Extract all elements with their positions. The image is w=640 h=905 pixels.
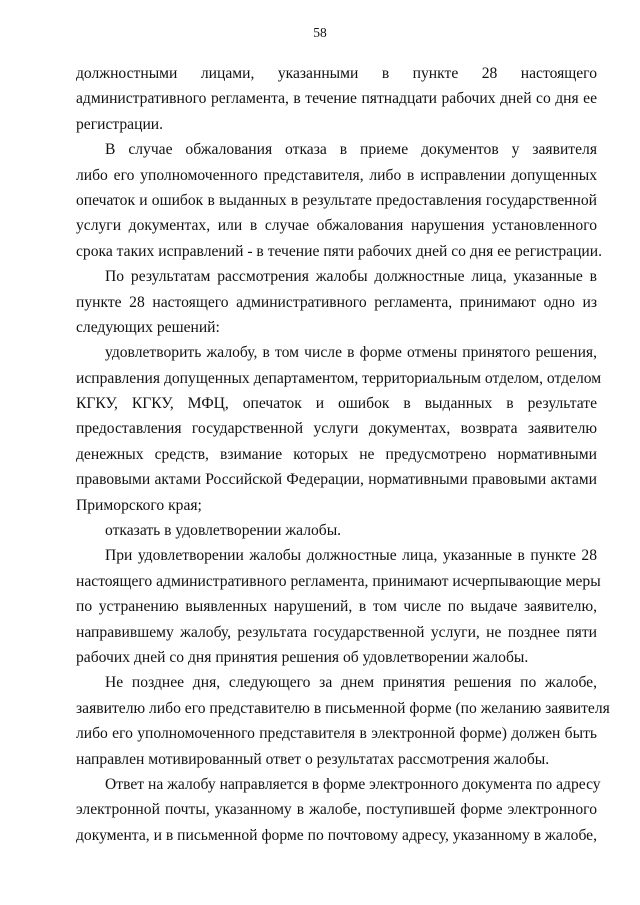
text-line: предоставления государственной услуги документах, возврата заявителю	[76, 420, 597, 438]
paragraph-p8	[76, 772, 601, 848]
text-line: либо его уполномоченного представителя в электронной форме) должен быть	[76, 725, 597, 743]
text-line: КГКУ, КГКУ, МФЦ, опечаток и ошибок в выданных в результате	[76, 395, 597, 413]
paragraph-p4	[76, 340, 602, 518]
text-line: услуги документах, или в случае обжалования нарушения установленного	[76, 217, 597, 235]
text-line: по устранению выявленных нарушений, в том числе по выдаче заявителю,	[76, 598, 597, 616]
paragraph-p7	[76, 670, 610, 772]
text-line: Ответ на жалобу направляется в форме электронного документа по адресу	[105, 775, 601, 793]
text-line: Не позднее дня, следующего за днем принятия решения по жалобе,	[105, 674, 597, 692]
text-line: направлен мотивированный ответ о результатах рассмотрения жалобы.	[76, 750, 550, 768]
paragraph-p5	[76, 518, 597, 543]
document-body	[76, 61, 610, 848]
text-line: отказать в удовлетворении жалобы.	[105, 522, 342, 540]
text-line: либо его уполномоченного представителя, либо в исправлении допущенных	[76, 166, 597, 184]
text-line: настоящего административного регламента, принимают исчерпывающие меры	[76, 572, 601, 590]
text-line: административного регламента, в течение пятнадцати рабочих дней со дня ее	[76, 90, 597, 108]
text-line: рабочих дней со дня принятия решения об удовлетворении жалобы.	[76, 648, 529, 666]
text-line: В случае обжалования отказа в приеме документов у заявителя	[105, 141, 597, 159]
text-line: пункте 28 настоящего административного регламента, принимают одно из	[76, 293, 597, 311]
paragraph-p3	[76, 264, 597, 340]
text-line: документа, и в письменной форме по почтовому адресу, указанному в жалобе,	[76, 826, 597, 844]
text-line: заявителю либо его представителю в письменной форме (по желанию заявителя	[76, 699, 610, 717]
page-number: 58	[313, 25, 327, 40]
text-line: денежных средств, взимание которых не предусмотрено нормативными	[76, 445, 597, 463]
text-line: правовыми актами Российской Федерации, нормативными правовыми актами	[76, 471, 597, 489]
text-line: электронной почты, указанному в жалобе, поступившей форме электронного	[76, 801, 597, 819]
text-line: следующих решений:	[76, 318, 220, 336]
text-line: срока таких исправлений - в течение пяти рабочих дней со дня ее регистрации.	[76, 242, 603, 260]
text-line: удовлетворить жалобу, в том числе в форме отмены принятого решения,	[105, 344, 597, 362]
text-line: опечаток и ошибок в выданных в результате предоставления государственной	[76, 191, 597, 209]
text-line: По результатам рассмотрения жалобы должностные лица, указанные в	[105, 268, 597, 286]
text-line: регистрации.	[76, 115, 164, 133]
paragraph-p6	[76, 543, 601, 670]
text-line: должностными лицами, указанными в пункте 28 настоящего	[76, 65, 597, 82]
text-line: исправления допущенных департаментом, территориальным отделом, отделом	[76, 369, 602, 387]
text-line: направившему жалобу, результата государственной услуги, не позднее пяти	[76, 623, 597, 641]
text-line: При удовлетворении жалобы должностные лица, указанные в пункте 28	[105, 547, 597, 565]
paragraph-p2	[76, 137, 603, 264]
paragraph-p1	[76, 61, 597, 137]
text-line: Приморского края;	[76, 496, 202, 514]
